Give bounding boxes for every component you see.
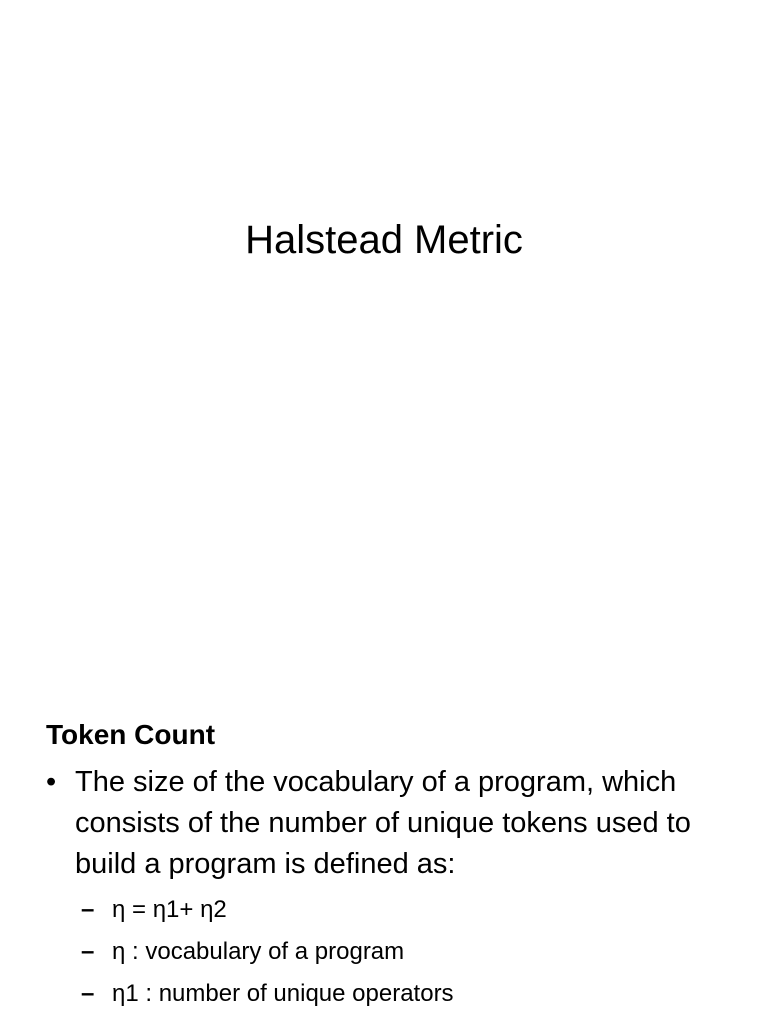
- sub-item-text: η = η1+ η2: [112, 896, 227, 923]
- dash-icon: –: [81, 938, 95, 965]
- token-count-section: [46, 716, 746, 1015]
- bullet-list: [46, 762, 746, 885]
- dash-icon: –: [81, 896, 95, 923]
- sub-list: [46, 889, 746, 1015]
- section-heading: Token Count: [46, 719, 216, 750]
- sub-item-text: η : vocabulary of a program: [112, 938, 405, 965]
- sub-item: [46, 931, 746, 973]
- sub-item: [46, 889, 746, 931]
- sub-item: [46, 973, 746, 1015]
- dash-icon: –: [81, 980, 95, 1007]
- bullet-item: [46, 762, 746, 885]
- bullet-dot-icon: •: [46, 766, 57, 798]
- bullet-text: The size of the vocabulary of a program, which consists of the number of unique tokens used to build a program is defined as:: [75, 766, 691, 880]
- sub-item-text: η1 : number of unique operators: [112, 980, 454, 1007]
- slide-title: Halstead Metric: [245, 218, 523, 262]
